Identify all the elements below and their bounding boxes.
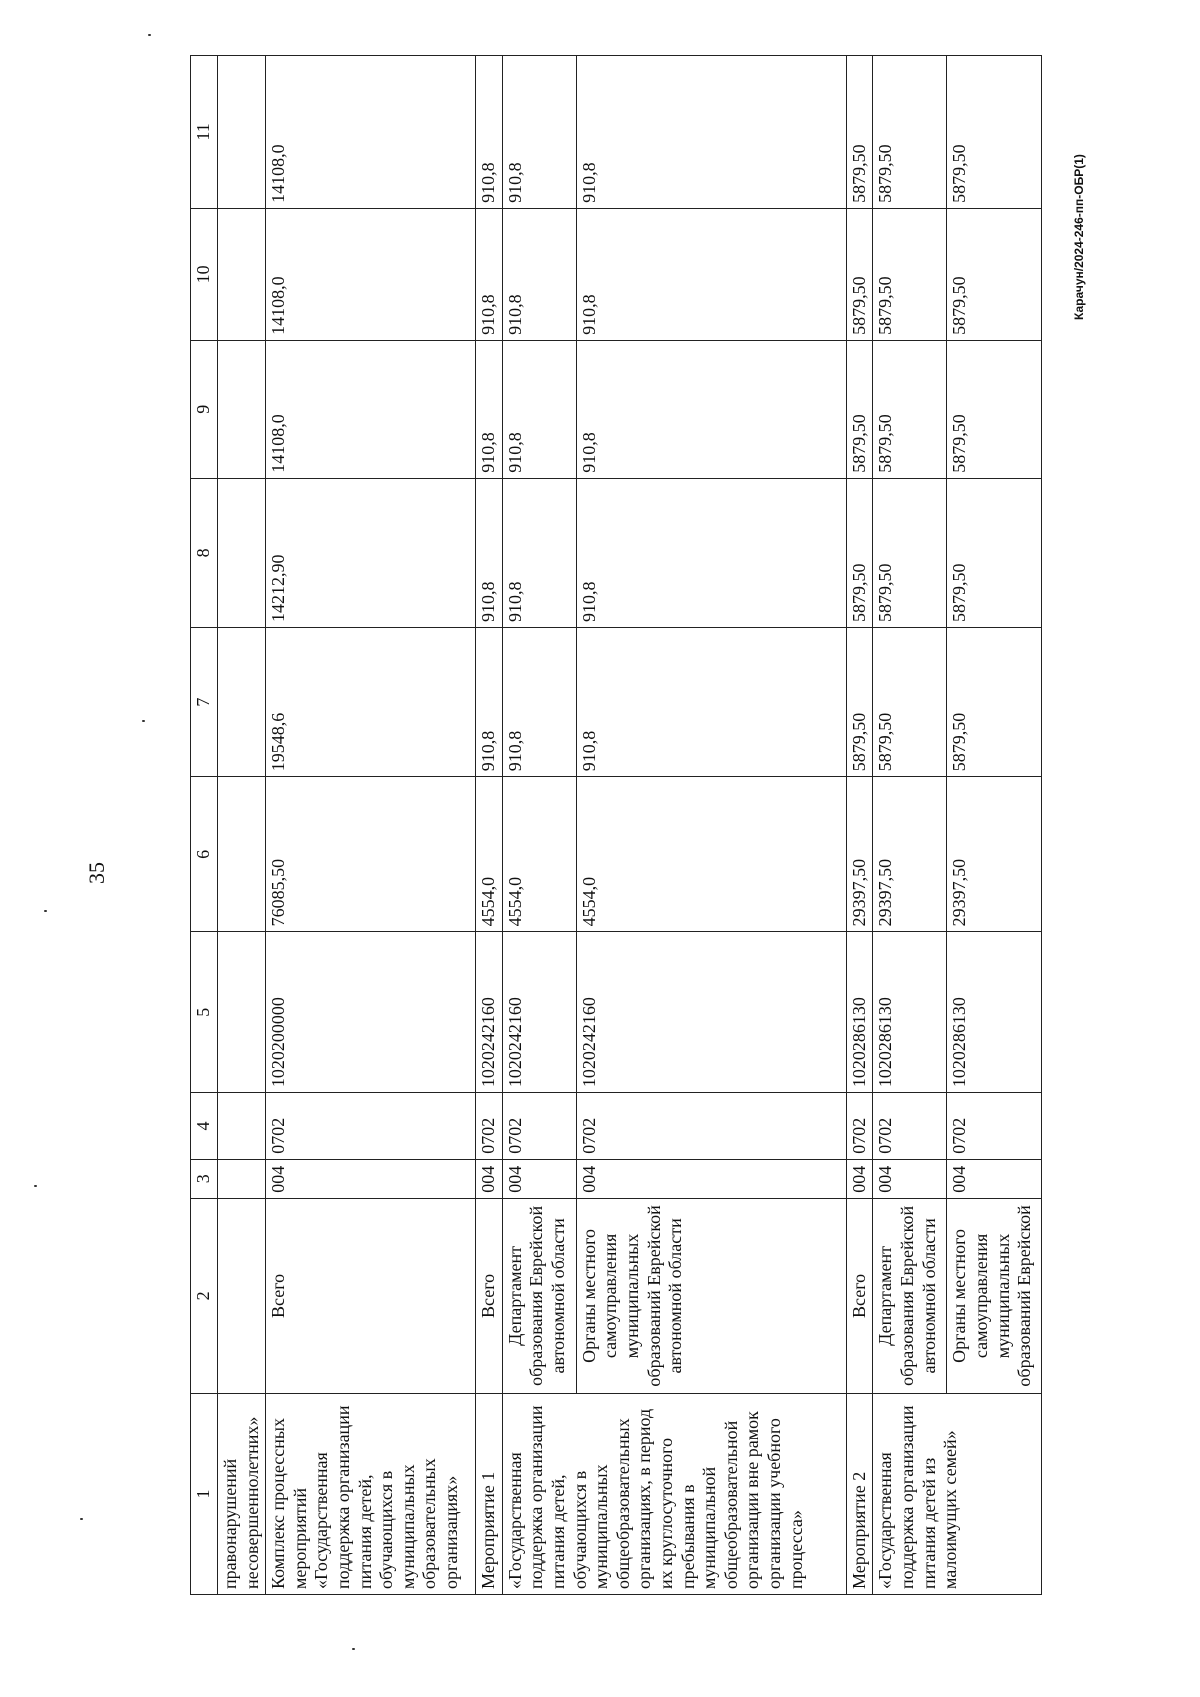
- executor-cell: Всего: [476, 1198, 503, 1393]
- value-cell: 5879,50: [873, 208, 947, 340]
- value-cell: 910,8: [502, 56, 576, 209]
- header-cell: 2: [191, 1198, 218, 1393]
- value-cell: 910,8: [576, 340, 846, 478]
- scan-speck: [80, 1518, 83, 1520]
- program-cell: Мероприятие 2: [846, 1394, 873, 1595]
- value-cell: 910,8: [476, 628, 503, 777]
- value-cell: 910,8: [476, 56, 503, 209]
- value-cell: 1020286130: [873, 932, 947, 1093]
- value-cell: 5879,50: [846, 478, 873, 627]
- value-cell: 910,8: [576, 628, 846, 777]
- value-cell: 5879,50: [947, 340, 1042, 478]
- table-row: [576, 56, 846, 1595]
- table-row: [476, 56, 503, 1595]
- value-cell: 1020286130: [846, 932, 873, 1093]
- value-cell: 004: [266, 1159, 476, 1198]
- value-cell: 4554,0: [576, 777, 846, 932]
- header-row: [191, 56, 218, 1595]
- value-cell: 910,8: [576, 208, 846, 340]
- header-cell: 4: [191, 1093, 218, 1160]
- value-cell: 5879,50: [873, 56, 947, 209]
- value-cell: 910,8: [476, 208, 503, 340]
- program-cell: правонарушений несовершеннолетних»: [218, 1394, 266, 1595]
- value-cell: 004: [873, 1159, 947, 1198]
- header-cell: 8: [191, 478, 218, 627]
- table-row: [846, 56, 873, 1595]
- value-cell: 910,8: [576, 56, 846, 209]
- value-cell: 910,8: [502, 208, 576, 340]
- value-cell: 0702: [266, 1093, 476, 1160]
- value-cell: 29397,50: [846, 777, 873, 932]
- value-cell: 0702: [947, 1093, 1042, 1160]
- value-cell: 0702: [502, 1093, 576, 1160]
- table-row: [502, 56, 576, 1595]
- value-cell: 4554,0: [502, 777, 576, 932]
- value-cell: 5879,50: [947, 628, 1042, 777]
- program-cell: «Государственная поддержка организации питания детей из малоимущих семей»: [873, 1394, 1042, 1595]
- page-number: 35: [84, 862, 109, 884]
- header-cell: 6: [191, 777, 218, 932]
- executor-cell: Органы местного самоуправления муниципальных образований Еврейской: [947, 1198, 1042, 1393]
- program-cell: Мероприятие 1: [476, 1394, 503, 1595]
- value-cell: 910,8: [502, 340, 576, 478]
- value-cell: 4554,0: [476, 777, 503, 932]
- header-cell: 10: [191, 208, 218, 340]
- header-cell: 9: [191, 340, 218, 478]
- value-cell: 5879,50: [846, 208, 873, 340]
- table-row: [947, 56, 1042, 1595]
- value-cell: 14108,0: [266, 208, 476, 340]
- value-cell: 29397,50: [873, 777, 947, 932]
- value-cell: 004: [502, 1159, 576, 1198]
- value-cell: 004: [846, 1159, 873, 1198]
- value-cell: 0702: [873, 1093, 947, 1160]
- value-cell: 14212,90: [266, 478, 476, 627]
- executor-cell: [218, 1198, 266, 1393]
- value-cell: 1020242160: [502, 932, 576, 1093]
- value-cell: 910,8: [476, 478, 503, 627]
- value-cell: 910,8: [502, 628, 576, 777]
- value-cell: 0702: [846, 1093, 873, 1160]
- header-cell: 5: [191, 932, 218, 1093]
- value-cell: 5879,50: [846, 628, 873, 777]
- value-cell: 910,8: [476, 340, 503, 478]
- value-cell: 19548,6: [266, 628, 476, 777]
- value-cell: 1020242160: [576, 932, 846, 1093]
- table-row: [218, 56, 266, 1595]
- value-cell: 004: [947, 1159, 1042, 1198]
- value-cell: 5879,50: [873, 628, 947, 777]
- value-cell: 5879,50: [846, 340, 873, 478]
- scan-speck: [148, 34, 151, 36]
- scan-speck: [44, 910, 47, 912]
- header-cell: 3: [191, 1159, 218, 1198]
- value-cell: 1020200000: [266, 932, 476, 1093]
- value-cell: 5879,50: [873, 478, 947, 627]
- value-cell: 004: [576, 1159, 846, 1198]
- program-cell: «Государственная поддержка организации питания детей, обучающихся в муниципальных общеобразовательных организациях, в период их круглосуточного пребывания в муниципальной общеобразовательной организации вне рамок организации учебного процесса»: [502, 1394, 846, 1595]
- executor-cell: Органы местного самоуправления муниципальных образований Еврейской автономной области: [576, 1198, 846, 1393]
- executor-cell: Департамент образования Еврейской автономной области: [502, 1198, 576, 1393]
- value-cell: 0702: [476, 1093, 503, 1160]
- value-cell: 5879,50: [873, 340, 947, 478]
- table-row: [266, 56, 476, 1595]
- value-cell: 910,8: [502, 478, 576, 627]
- value-cell: 1020242160: [476, 932, 503, 1093]
- header-cell: 11: [191, 56, 218, 209]
- executor-cell: Всего: [846, 1198, 873, 1393]
- value-cell: 5879,50: [947, 56, 1042, 209]
- value-cell: 0702: [576, 1093, 846, 1160]
- document-code: Карачун/2024-246-пп-ОБР(1): [1072, 154, 1086, 320]
- value-cell: 14108,0: [266, 56, 476, 209]
- value-cell: 910,8: [576, 478, 846, 627]
- value-cell: 76085,50: [266, 777, 476, 932]
- program-cell: Комплекс процессных мероприятий «Государственная поддержка организации питания детей, обучающихся в муниципальных образовательных организациях»: [266, 1394, 476, 1595]
- header-cell: 7: [191, 628, 218, 777]
- value-cell: 5879,50: [846, 56, 873, 209]
- executor-cell: Департамент образования Еврейской автономной области: [873, 1198, 947, 1393]
- header-cell: 1: [191, 1394, 218, 1595]
- scan-speck: [34, 1185, 37, 1187]
- value-cell: 004: [476, 1159, 503, 1198]
- value-cell: 5879,50: [947, 478, 1042, 627]
- rotated-table-container: [190, 55, 1035, 1595]
- budget-table: [190, 55, 1042, 1595]
- scan-speck: [352, 1648, 355, 1650]
- scan-speck: [142, 720, 145, 722]
- table-row: [873, 56, 947, 1595]
- value-cell: 29397,50: [947, 777, 1042, 932]
- value-cell: 5879,50: [947, 208, 1042, 340]
- value-cell: 14108,0: [266, 340, 476, 478]
- executor-cell: Всего: [266, 1198, 476, 1393]
- value-cell: 1020286130: [947, 932, 1042, 1093]
